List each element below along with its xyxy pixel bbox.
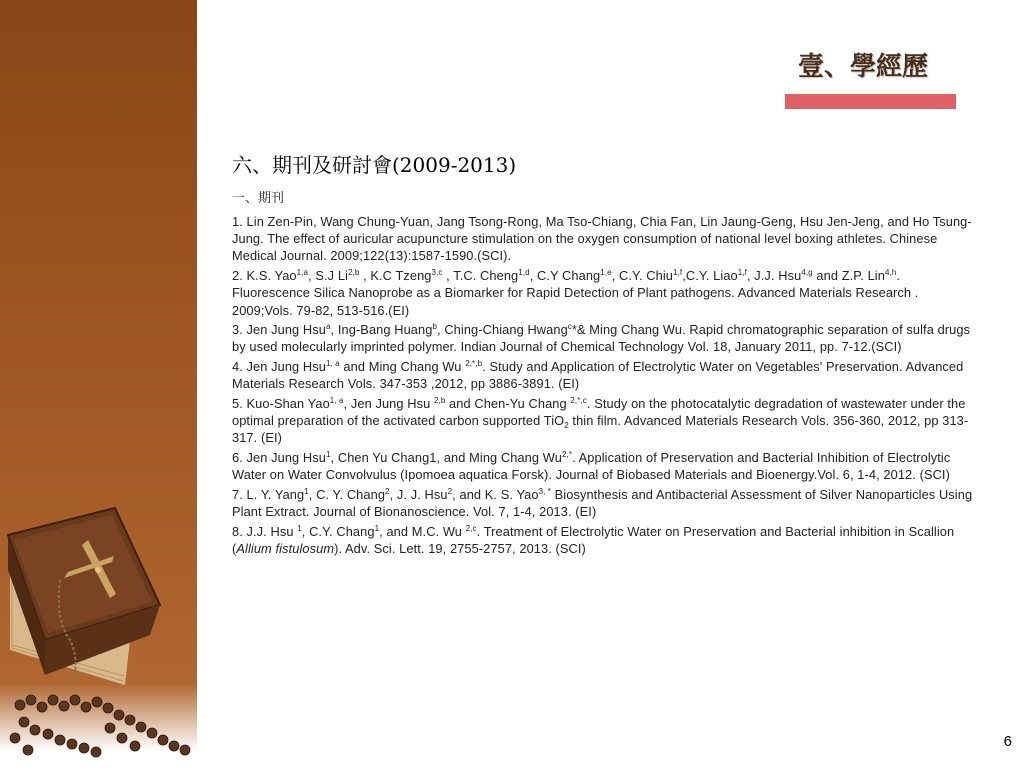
author-affiliation-superscript: c bbox=[567, 322, 572, 332]
entry-text: , J. J. Hsu bbox=[389, 487, 448, 503]
entry-text: and Z.P. Lin bbox=[812, 268, 885, 284]
author-affiliation-superscript: a bbox=[325, 322, 331, 332]
entry-text: ). Adv. Sci. Lett. 19, 2755-2757, 2013. (SCI) bbox=[334, 541, 586, 557]
entry-text: and Chen-Yu Chang bbox=[445, 396, 571, 412]
chemical-subscript: 2 bbox=[564, 421, 569, 431]
entry-text: 4. Jen Jung Hsu bbox=[232, 359, 326, 375]
entry-text: . Study on the photocatalytic degradation of wastewater under the optimal preparation of the activated carbon supported TiO bbox=[232, 396, 966, 429]
entry-text: , C.Y Chang bbox=[529, 268, 601, 284]
entry-text: . Application of Preservation and Bacterial Inhibition of Electrolytic Water on Water Convolvulus (Ipomoea aquatica Forsk). Journal of Biobased Materials and Bioenergy.Vol. 6, 1-4, 2012. (SCI) bbox=[232, 450, 951, 483]
entry-text: , S.J Li bbox=[308, 268, 348, 284]
journal-entry bbox=[232, 213, 978, 265]
author-affiliation-superscript: 3, * bbox=[538, 487, 551, 497]
species-name: Allium fistulosum bbox=[236, 541, 335, 557]
author-affiliation-superscript: 1, a bbox=[329, 396, 344, 406]
entry-text: , C.Y. Chiu bbox=[611, 268, 674, 284]
journal-entry bbox=[232, 449, 978, 483]
journal-entry bbox=[232, 523, 978, 557]
entry-text: , C.Y. Chang bbox=[301, 523, 375, 539]
title-accent-bar bbox=[785, 94, 956, 109]
author-affiliation-superscript: 2,b bbox=[433, 396, 446, 406]
side-panel bbox=[0, 0, 197, 768]
entry-text: 8. J.J. Hsu bbox=[232, 523, 298, 539]
author-affiliation-superscript: 1 bbox=[304, 487, 309, 497]
entry-text: thin film. Advanced Materials Research Vols. 356-360, 2012, pp 313-317. (EI) bbox=[232, 413, 969, 446]
journal-list bbox=[232, 213, 978, 557]
author-affiliation-superscript: 2,c bbox=[465, 523, 477, 533]
entry-text: and Ming Chang Wu bbox=[339, 359, 466, 375]
journal-entry bbox=[232, 395, 978, 447]
entry-text: 1. Lin Zen-Pin, Wang Chung-Yuan, Jang Tsong-Rong, Ma Tso-Chiang, Chia Fan, Lin Jaung-Geng, Hsu Jen-Jeng, and Ho Tsung-Jung. The effect of auricular acupuncture stimulation on the oxygen consumption of national level boxing athletes. Chinese Medical Journal. 2009;122(13):1587-1590.(SCI). bbox=[232, 214, 972, 264]
author-affiliation-superscript: 1 bbox=[374, 523, 380, 533]
rosary-beads-image bbox=[0, 660, 197, 768]
journal-entry bbox=[232, 486, 978, 520]
entry-text: 2. K.S. Yao bbox=[232, 268, 297, 284]
slide-title: 壹、學經歷 bbox=[797, 52, 928, 82]
page-number: 6 bbox=[1003, 733, 1012, 750]
author-affiliation-superscript: 2,* bbox=[561, 450, 573, 460]
entry-text: , K.C Tzeng bbox=[359, 268, 432, 284]
sub-heading: 一、期刊 bbox=[232, 191, 285, 206]
author-affiliation-superscript: 1,d bbox=[518, 268, 530, 278]
author-affiliation-superscript: 1,a bbox=[296, 268, 309, 278]
slide-content bbox=[232, 150, 978, 560]
entry-text: , and K. S. Yao bbox=[452, 487, 539, 503]
entry-text: 3. Jen Jung Hsu bbox=[232, 322, 326, 338]
entry-text: *& Ming Chang Wu. Rapid chromatographic separation of sulfa drugs by used molecularly imprinted polymer. Indian Journal of Chemical Technology Vol. 18, January 2011, pp. 7-12.(SCI) bbox=[232, 322, 971, 355]
entry-text: , Jen Jung Hsu bbox=[343, 396, 434, 412]
author-affiliation-superscript: 1,e bbox=[600, 268, 612, 278]
author-affiliation-superscript: 1 bbox=[325, 450, 331, 460]
author-affiliation-superscript: 1, a bbox=[325, 359, 340, 369]
author-affiliation-superscript: 3,c bbox=[431, 268, 443, 278]
entry-text: . Study and Application of Electrolytic Water on Vegetables' Preservation. Advanced Materials Research Vols. 347-353 ,2012, pp 3886-3891. (EI) bbox=[232, 359, 964, 392]
author-affiliation-superscript: 2,*,c bbox=[570, 396, 587, 406]
journal-entry bbox=[232, 321, 978, 355]
entry-text: Biosynthesis and Antibacterial Assessment of Silver Nanoparticles Using Plant Extract. Journal of Bionanoscience. Vol. 7, 1-4, 2013. (EI) bbox=[232, 487, 973, 520]
entry-text: , and M.C. Wu bbox=[379, 523, 466, 539]
author-affiliation-superscript: 2,b bbox=[348, 268, 360, 278]
entry-text: , Ing-Bang Huang bbox=[330, 322, 433, 338]
journal-entry bbox=[232, 267, 978, 319]
entry-text: , C. Y. Chang bbox=[308, 487, 386, 503]
author-affiliation-superscript: 4,g bbox=[801, 268, 813, 278]
entry-text: 6. Jen Jung Hsu bbox=[232, 450, 326, 466]
entry-text: 7. L. Y. Yang bbox=[232, 487, 305, 503]
author-affiliation-superscript: 2 bbox=[385, 487, 390, 497]
author-affiliation-superscript: 1,f bbox=[673, 268, 683, 278]
entry-text: , J.J. Hsu bbox=[746, 268, 802, 284]
author-affiliation-superscript: 4,h bbox=[884, 268, 897, 278]
entry-text: 5. Kuo-Shan Yao bbox=[232, 396, 330, 412]
author-affiliation-superscript: b bbox=[432, 322, 438, 332]
entry-text: . Treatment of Electrolytic Water on Preservation and Bacterial inhibition in Scallion ( bbox=[232, 523, 955, 557]
section-heading: 六、期刊及研討會(2009-2013) bbox=[232, 153, 517, 177]
entry-text: , T.C. Cheng bbox=[442, 268, 519, 284]
entry-text: . Fluorescence Silica Nanoprobe as a Biomarker for Rapid Detection of Plant pathogens. Advanced Materials Research . 2009;Vols. 79-82, 513-516.(EI) bbox=[232, 268, 919, 318]
entry-text: ,C.Y. Liao bbox=[682, 268, 738, 284]
author-affiliation-superscript: 1,f bbox=[737, 268, 747, 278]
author-affiliation-superscript: 2,*,b bbox=[465, 359, 483, 369]
journal-entry bbox=[232, 358, 978, 392]
author-affiliation-superscript: 1 bbox=[297, 523, 302, 533]
entry-text: , Ching-Chiang Hwang bbox=[437, 322, 568, 338]
entry-text: , Chen Yu Chang1, and Ming Chang Wu bbox=[330, 450, 562, 466]
author-affiliation-superscript: 2 bbox=[447, 487, 453, 497]
